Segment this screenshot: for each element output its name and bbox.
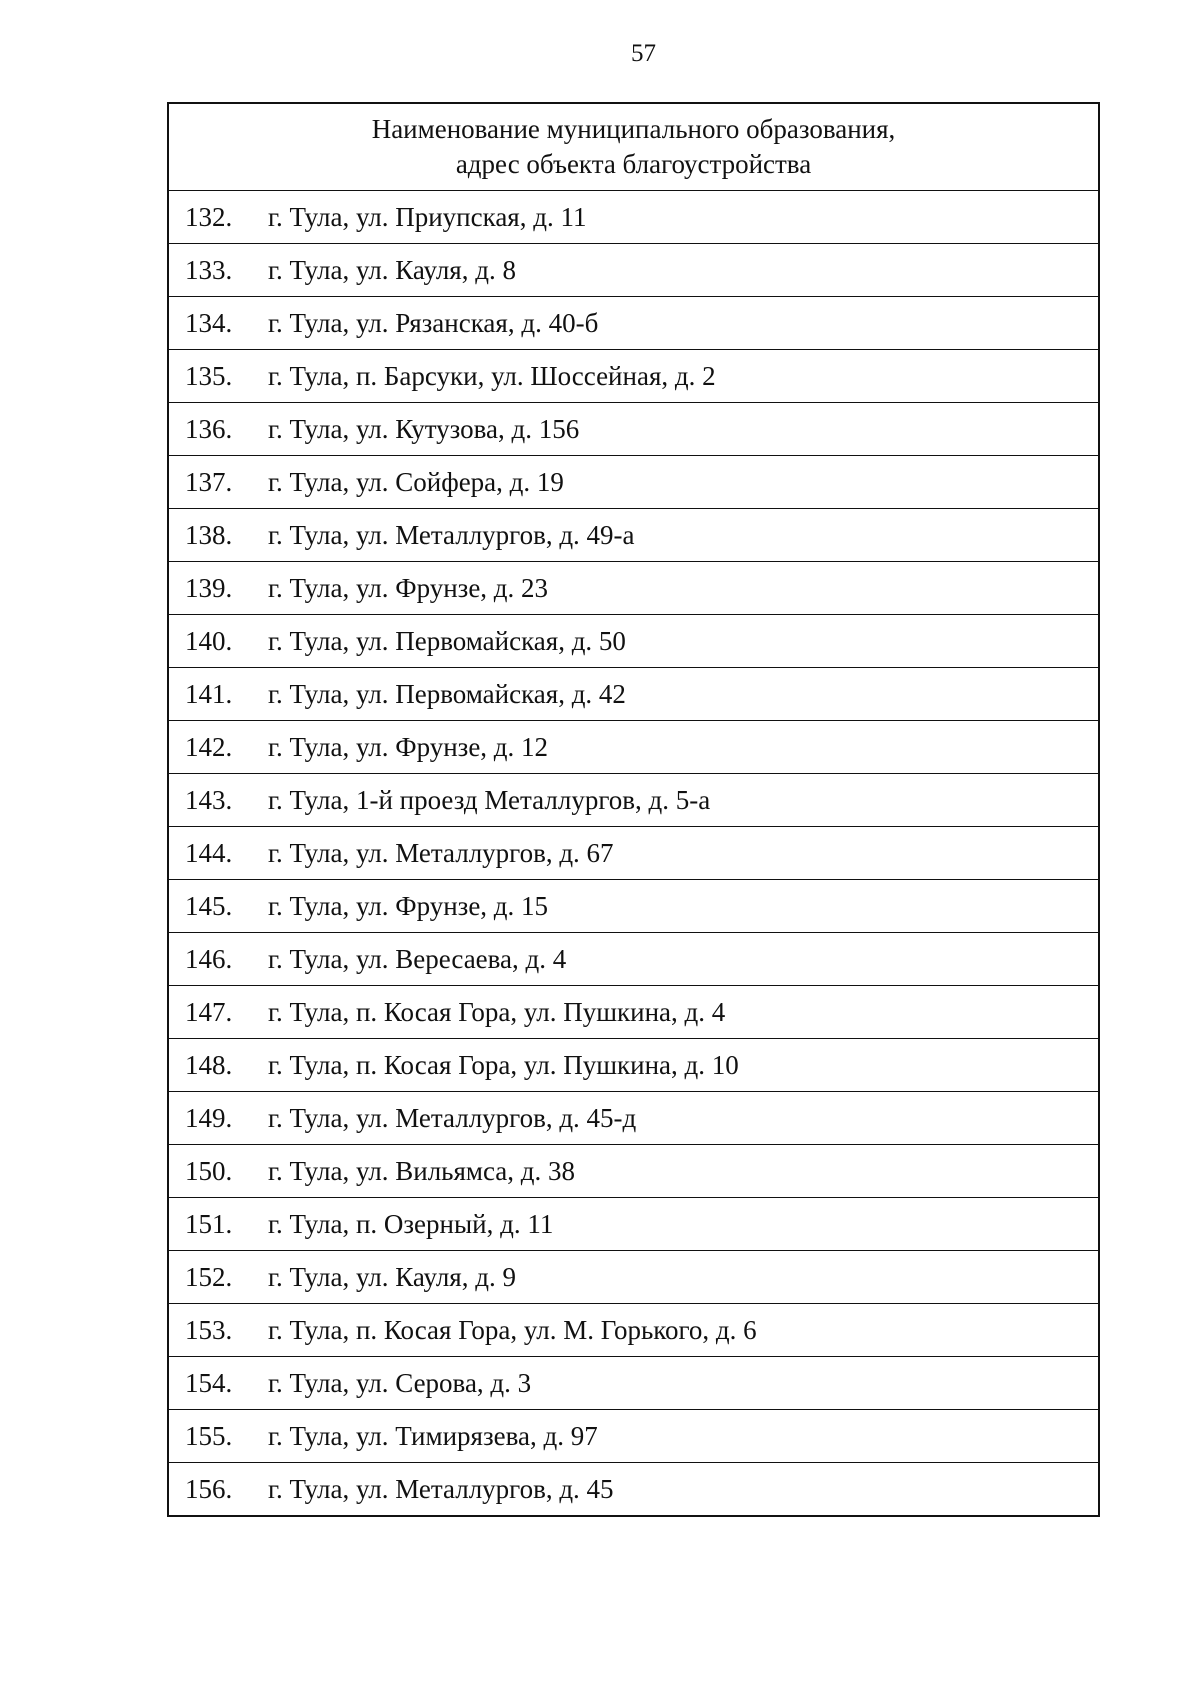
row-address: г. Тула, ул. Фрунзе, д. 15	[268, 890, 549, 921]
table-header-row	[168, 103, 1099, 191]
row-number: 142.	[185, 731, 233, 762]
row-number: 150.	[185, 1155, 233, 1186]
row-number: 141.	[185, 678, 233, 709]
row-address: г. Тула, ул. Первомайская, д. 42	[268, 678, 626, 709]
table-row	[168, 1463, 1099, 1517]
table-row	[168, 1039, 1099, 1092]
row-address: г. Тула, ул. Металлургов, д. 45	[268, 1473, 614, 1504]
address-table	[167, 102, 1100, 1517]
row-number: 148.	[185, 1049, 233, 1080]
row-address: г. Тула, ул. Вильямса, д. 38	[268, 1155, 576, 1186]
row-address: г. Тула, п. Косая Гора, ул. М. Горького, д. 6	[268, 1314, 757, 1345]
table-row	[168, 1410, 1099, 1463]
table-row	[168, 986, 1099, 1039]
row-number: 153.	[185, 1314, 233, 1345]
table-row	[168, 1304, 1099, 1357]
row-address: г. Тула, ул. Кутузова, д. 156	[268, 413, 580, 444]
row-address: г. Тула, ул. Металлургов, д. 49-а	[268, 519, 635, 550]
row-number: 155.	[185, 1420, 233, 1451]
row-number: 139.	[185, 572, 233, 603]
table-row	[168, 297, 1099, 350]
table-row	[168, 350, 1099, 403]
table-row	[168, 668, 1099, 721]
row-address: г. Тула, п. Косая Гора, ул. Пушкина, д. 4	[268, 996, 726, 1027]
row-number: 136.	[185, 413, 233, 444]
row-address: г. Тула, ул. Металлургов, д. 67	[268, 837, 614, 868]
row-number: 156.	[185, 1473, 233, 1504]
row-number: 134.	[185, 307, 233, 338]
row-address: г. Тула, ул. Первомайская, д. 50	[268, 625, 626, 656]
table-row	[168, 403, 1099, 456]
table-row	[168, 721, 1099, 774]
row-number: 133.	[185, 254, 233, 285]
row-address: г. Тула, ул. Фрунзе, д. 23	[268, 572, 549, 603]
table-body	[168, 191, 1099, 1517]
table-row	[168, 509, 1099, 562]
header-line-1: Наименование муниципального образования,	[371, 114, 896, 144]
row-number: 140.	[185, 625, 233, 656]
row-address: г. Тула, ул. Тимирязева, д. 97	[268, 1420, 598, 1451]
page-number: 57	[631, 40, 656, 67]
row-address: г. Тула, ул. Фрунзе, д. 12	[268, 731, 549, 762]
row-number: 154.	[185, 1367, 233, 1398]
table-row	[168, 1145, 1099, 1198]
row-number: 137.	[185, 466, 233, 497]
row-address: г. Тула, ул. Рязанская, д. 40-б	[268, 307, 599, 338]
table-row	[168, 456, 1099, 509]
row-number: 144.	[185, 837, 233, 868]
table-row	[168, 1251, 1099, 1304]
row-address: г. Тула, ул. Серова, д. 3	[268, 1367, 532, 1398]
row-number: 146.	[185, 943, 233, 974]
table-row	[168, 933, 1099, 986]
table-row	[168, 244, 1099, 297]
table-header	[168, 103, 1099, 191]
table-row	[168, 827, 1099, 880]
row-address: г. Тула, ул. Металлургов, д. 45-д	[268, 1102, 637, 1133]
table-row	[168, 774, 1099, 827]
row-number: 145.	[185, 890, 233, 921]
row-address: г. Тула, п. Озерный, д. 11	[268, 1208, 554, 1239]
row-address: г. Тула, 1-й проезд Металлургов, д. 5-а	[268, 784, 711, 815]
table-row	[168, 562, 1099, 615]
table-row	[168, 615, 1099, 668]
row-address: г. Тула, ул. Вересаева, д. 4	[268, 943, 567, 974]
header-line-2: адрес объекта благоустройства	[455, 149, 812, 179]
row-number: 149.	[185, 1102, 233, 1133]
table-row	[168, 1198, 1099, 1251]
row-number: 138.	[185, 519, 233, 550]
row-number: 132.	[185, 201, 233, 232]
row-number: 135.	[185, 360, 233, 391]
row-number: 152.	[185, 1261, 233, 1292]
row-address: г. Тула, ул. Сойфера, д. 19	[268, 466, 564, 497]
table-row	[168, 1092, 1099, 1145]
row-number: 143.	[185, 784, 233, 815]
table-row	[168, 191, 1099, 244]
row-address: г. Тула, ул. Приупская, д. 11	[268, 201, 587, 232]
row-address: г. Тула, ул. Кауля, д. 8	[268, 254, 516, 285]
table-row	[168, 880, 1099, 933]
row-number: 147.	[185, 996, 233, 1027]
row-address: г. Тула, п. Барсуки, ул. Шоссейная, д. 2	[268, 360, 716, 391]
row-number: 151.	[185, 1208, 233, 1239]
row-address: г. Тула, ул. Кауля, д. 9	[268, 1261, 516, 1292]
table-row	[168, 1357, 1099, 1410]
row-address: г. Тула, п. Косая Гора, ул. Пушкина, д. 10	[268, 1049, 739, 1080]
